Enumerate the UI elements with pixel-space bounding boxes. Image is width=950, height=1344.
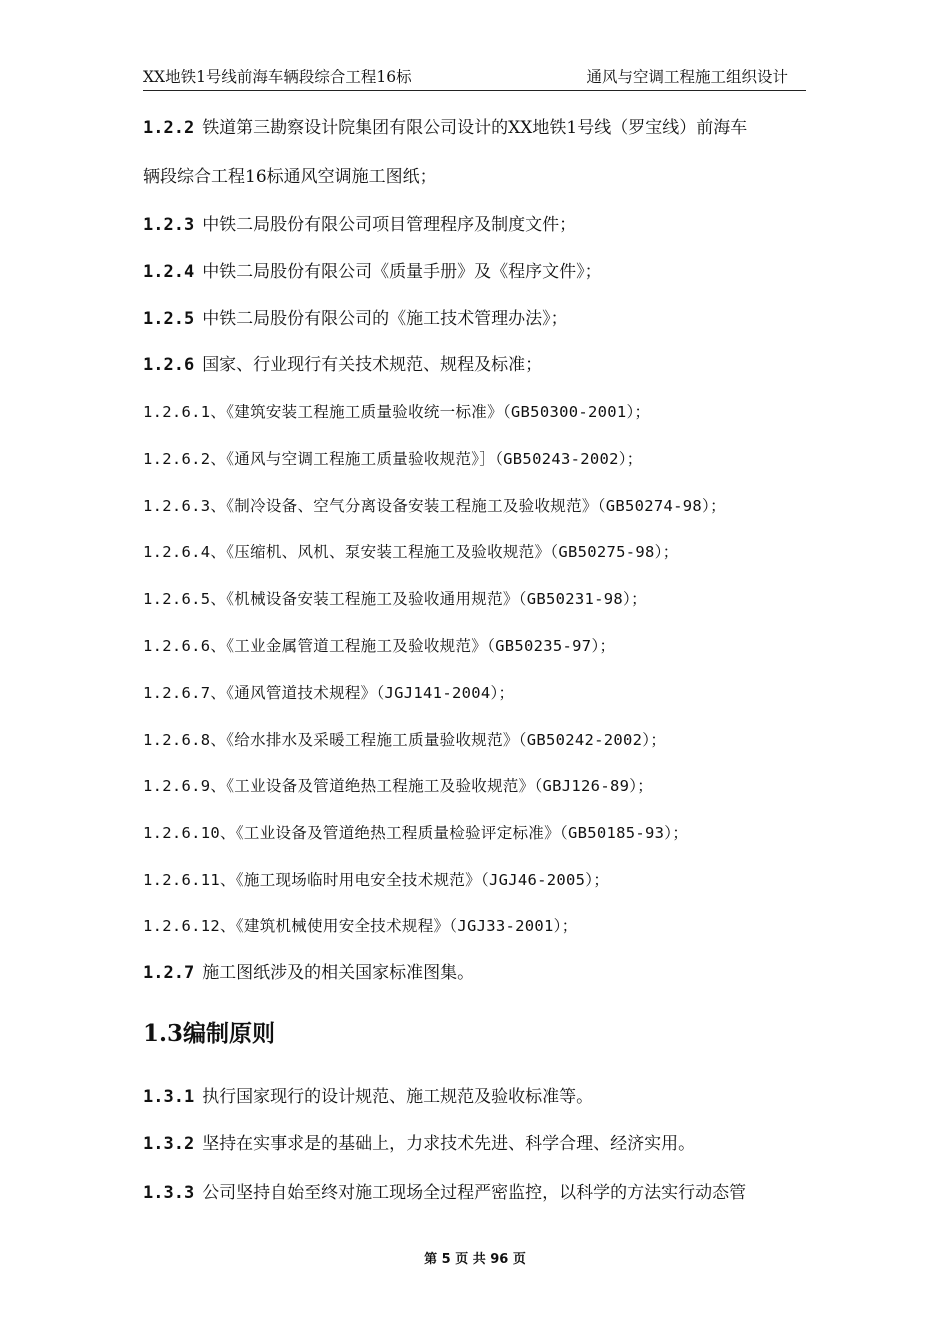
- standard-item: 1.2.6.8、《给水排水及采暖工程施工质量验收规范》（GB50242-2002）；: [143, 731, 667, 749]
- clause-1-2-6: [143, 353, 813, 377]
- standard-item: 1.2.6.4、《压缩机、风机、泵安装工程施工及验收规范》（GB50275-98）；: [143, 543, 679, 561]
- clause-text: 铁道第三勘察设计院集团有限公司设计的XX地铁1号线（罗宝线）前海车: [202, 118, 748, 138]
- clause-text: 坚持在实事求是的基础上，力求技术先进、科学合理、经济实用。: [202, 1134, 696, 1154]
- clause-number: 1.2.2: [143, 118, 195, 138]
- clause-1-2-2-continued: [143, 165, 813, 189]
- clause-text: 执行国家现行的设计规范、施工规范及验收标准等。: [202, 1087, 594, 1107]
- standard-item: 1.2.6.1、《建筑安装工程施工质量验收统一标准》（GB50300-2001）；: [143, 403, 651, 421]
- clause-1-3-3: [143, 1181, 813, 1205]
- clause-number: 1.2.5: [143, 309, 195, 329]
- clause-number: 1.3.1: [143, 1087, 195, 1107]
- standard-item: 1.2.6.12、《建筑机械使用安全技术规程》（JGJ33-2001）；: [143, 917, 578, 935]
- page-footer: 第 5 页 共 96 页: [424, 1252, 526, 1267]
- clause-text: 施工图纸涉及的相关国家标准图集。: [202, 963, 475, 983]
- section-heading: 1.3编制原则: [143, 1020, 276, 1047]
- standard-item: 1.2.6.2、《通风与空调工程施工质量验收规范》］（GB50243-2002）；: [143, 450, 643, 468]
- clause-text: 中铁二局股份有限公司项目管理程序及制度文件；: [202, 215, 577, 235]
- clause-text: 公司坚持自始至终对施工现场全过程严密监控，以科学的方法实行动态管: [202, 1183, 747, 1203]
- clause-text: 国家、行业现行有关技术规范、规程及标准；: [202, 355, 543, 375]
- clause-number: 1.3.2: [143, 1134, 195, 1154]
- clause-text: 中铁二局股份有限公司《质量手册》及《程序文件》；: [202, 262, 602, 282]
- standard-item: 1.2.6.9、《工业设备及管道绝热工程施工及验收规范》（GBJ126-89）；: [143, 777, 654, 795]
- header-document-title: 通风与空调工程施工组织设计: [586, 68, 788, 86]
- page-header: [143, 64, 806, 91]
- clause-number: 1.2.3: [143, 215, 195, 235]
- clause-number: 1.2.6: [143, 355, 195, 375]
- clause-1-2-2: [143, 116, 813, 140]
- clause-text: 中铁二局股份有限公司的《施工技术管理办法》；: [202, 309, 568, 329]
- clause-number: 1.2.7: [143, 963, 195, 983]
- clause-1-3-2: [143, 1132, 813, 1156]
- header-project-title: XX地铁1号线前海车辆段综合工程16标: [143, 68, 412, 86]
- standard-item: 1.2.6.11、《施工现场临时用电安全技术规范》（JGJ46-2005）；: [143, 871, 610, 889]
- clause-1-3-1: [143, 1085, 813, 1109]
- clause-1-2-7: [143, 961, 813, 985]
- clause-1-2-5: [143, 307, 813, 331]
- standard-item: 1.2.6.7、《通风管道技术规程》（JGJ141-2004）；: [143, 684, 515, 702]
- clause-text: 辆段综合工程16标通风空调施工图纸；: [143, 167, 437, 187]
- clause-1-2-4: [143, 260, 813, 284]
- standard-item: 1.2.6.10、《工业设备及管道绝热工程质量检验评定标准》（GB50185-93）；: [143, 824, 689, 842]
- clause-number: 1.2.4: [143, 262, 195, 282]
- clause-number: 1.3.3: [143, 1183, 195, 1203]
- standard-item: 1.2.6.3、《制冷设备、空气分离设备安装工程施工及验收规范》（GB50274-98）；: [143, 497, 726, 515]
- standard-item: 1.2.6.5、《机械设备安装工程施工及验收通用规范》（GB50231-98）；: [143, 590, 647, 608]
- standard-item: 1.2.6.6、《工业金属管道工程施工及验收规范》（GB50235-97）；: [143, 637, 616, 655]
- clause-1-2-3: [143, 213, 813, 237]
